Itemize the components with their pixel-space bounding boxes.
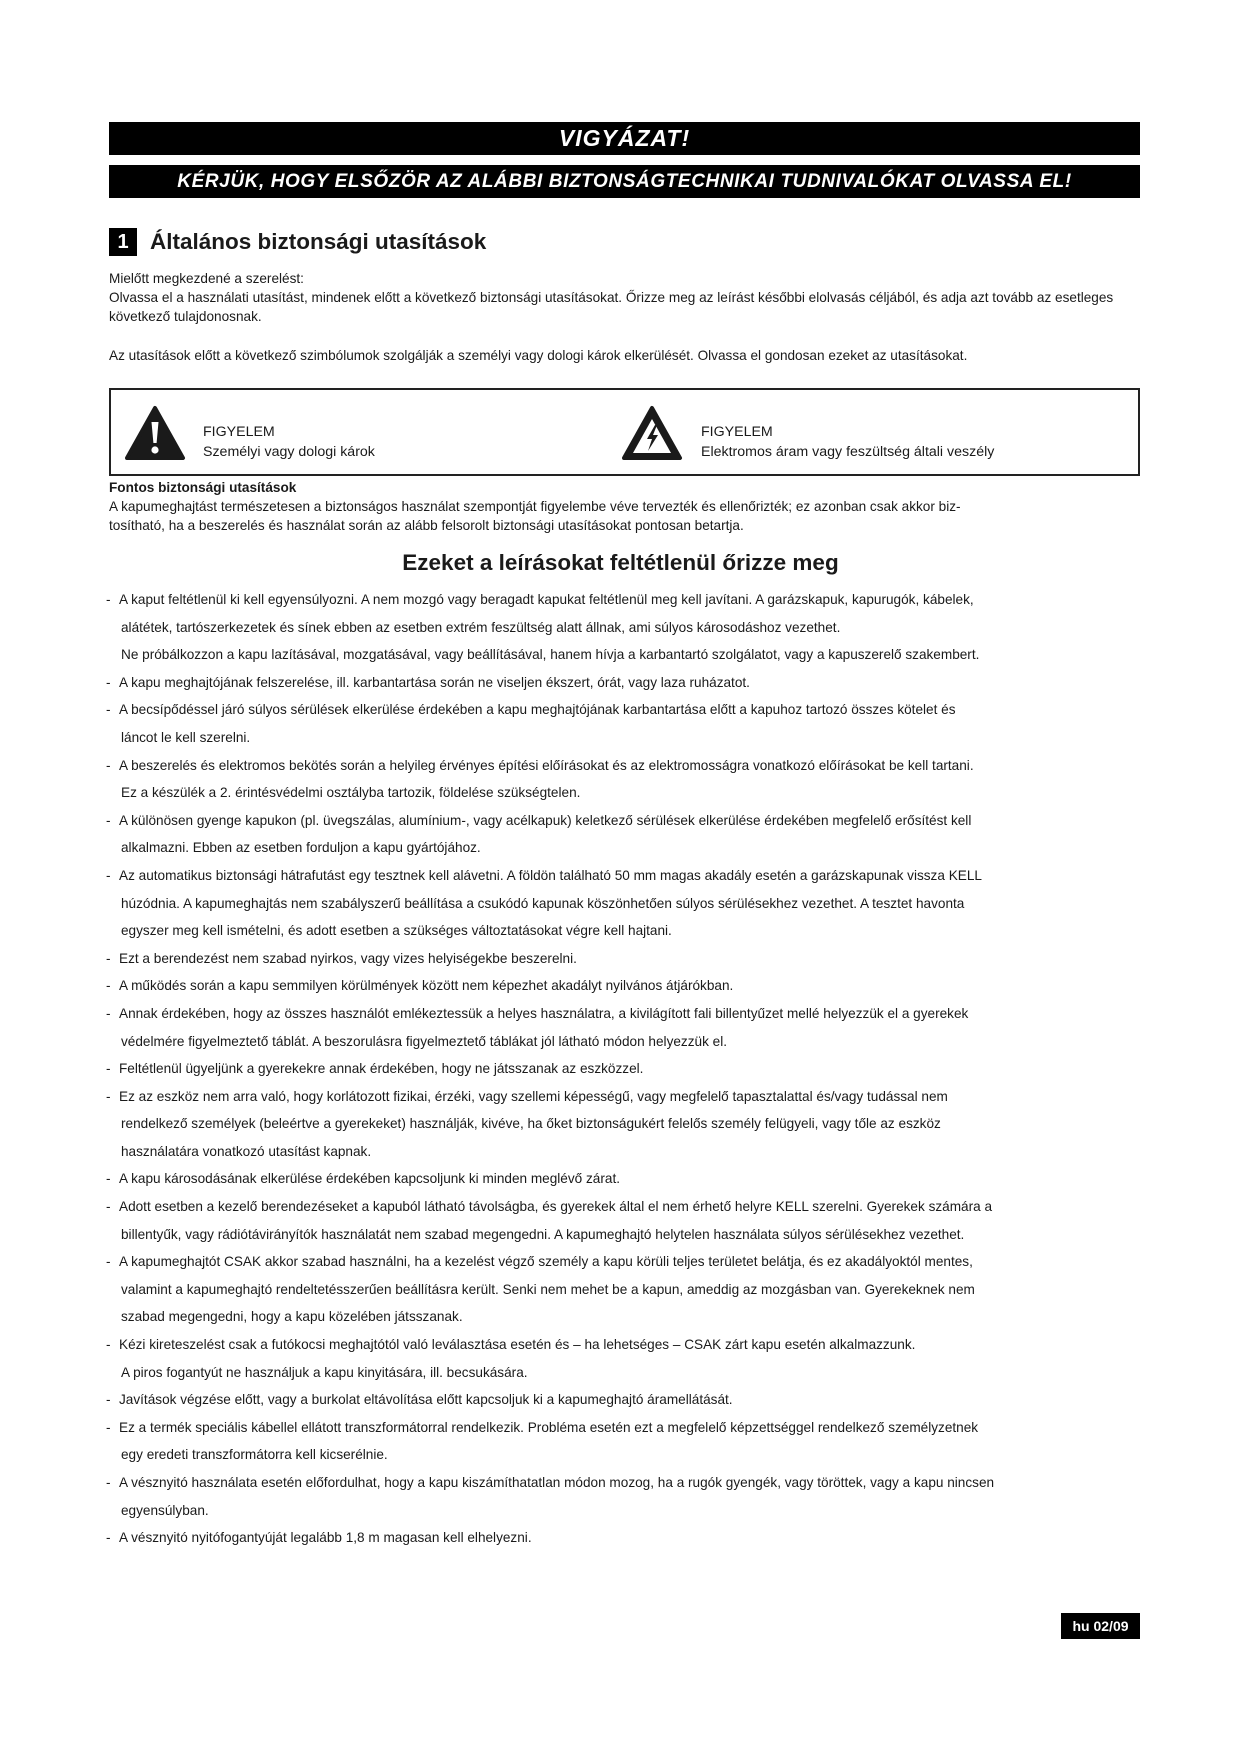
- list-item-line: - Adott esetben a kezelő berendezéseket a kapuból látható távolságba, és gyerekek által el nem érhető helyre KELL szerelni. Gyerekek számára a: [119, 1199, 993, 1215]
- keep-instructions-heading: Ezeket a leírásokat feltétlenül őrizze meg: [402, 550, 839, 575]
- list-item-line: láncot le kell szerelni.: [121, 729, 251, 745]
- list-item: [106, 669, 1146, 697]
- page-number: hu 02/09: [1061, 1613, 1140, 1639]
- list-item: [106, 1414, 1146, 1469]
- list-item-line: - A kaput feltétlenül ki kell egyensúlyozni. A nem mozgó vagy beragadt kapukat feltétlenül meg kell javítani. A garázskapuk, kapurugók, kábelek,: [119, 592, 974, 607]
- list-item-line: egy eredeti transzformátorra kell kicserélnie.: [121, 1447, 388, 1463]
- electric-hazard-icon: [621, 405, 683, 466]
- list-item-line: védelmére figyelmeztető táblát. A beszorulásra figyelmeztető táblákat jól látható módon helyezzük el.: [121, 1033, 728, 1049]
- list-item-line: - A különösen gyenge kapukon (pl. üvegszálas, alumínium-, vagy acélkapuk) keletkező sérülések elkerülése érdekében megfelelő erősítést kell: [119, 812, 972, 828]
- list-item-line: - A becsípődéssel járó súlyos sérülések elkerülése érdekében a kapu meghajtójának karbantartása előtt a kapuhoz tartozó összes kötelet és: [119, 702, 956, 718]
- symbol-title: FIGYELEM: [701, 424, 773, 440]
- list-item-line: valamint a kapumeghajtó rendeltetésszerűen beállításra került. Senki nem mehet be a kapun, ameddig az mozgásban van. Gyerekeknek nem: [121, 1281, 975, 1297]
- section-heading: [109, 228, 486, 256]
- warning-title-banner: VIGYÁZAT!: [109, 122, 1140, 155]
- list-item: [106, 972, 1146, 1000]
- safety-rules-list: [106, 586, 1146, 1552]
- list-item: [106, 807, 1146, 862]
- list-item-line: egyensúlyban.: [121, 1502, 209, 1518]
- important-line: tosítható, ha a beszerelés és használat során az alább felsorolt biztonsági utasításokat pontosan betartja.: [109, 518, 744, 533]
- list-item-line: Ne próbálkozzon a kapu lazításával, mozgatásával, vagy beállításával, hanem hívja a karbantartó szolgálatot, vagy a kapuszerelő szakembert.: [121, 647, 980, 663]
- important-title: Fontos biztonsági utasítások: [109, 480, 297, 495]
- list-item-line: billentyűk, vagy rádiótávirányítók használatát nem szabad megengedni. A kapumeghajtó helytelen használata súlyos sérülésekhez vezethet.: [121, 1226, 965, 1242]
- warning-exclamation-icon: [124, 405, 186, 466]
- list-item-line: használatára vonatkozó utasítást kapnak.: [121, 1143, 372, 1159]
- list-item-line: - Kézi kireteszelést csak a futókocsi meghajtótól való leválasztása esetén és – ha lehetséges – CSAK zárt kapu esetén alkalmazzunk.: [119, 1337, 916, 1353]
- list-item: [106, 1000, 1146, 1055]
- symbol-description: Elektromos áram vagy feszültség általi veszély: [701, 444, 995, 460]
- list-item-line: - Ez az eszköz nem arra való, hogy korlátozott fizikai, érzéki, vagy szellemi képességű, vagy megfelelő tapasztalattal és/vagy tudással nem: [119, 1088, 948, 1104]
- warning-subtitle-banner: KÉRJÜK, HOGY ELSŐZÖR AZ ALÁBBI BIZTONSÁGTECHNIKAI TUDNIVALÓKAT OLVASSA EL!: [109, 165, 1140, 198]
- list-item-line: - A vésznyitó nyitófogantyúját legalább 1,8 m magasan kell elhelyezni.: [119, 1530, 532, 1546]
- list-item: [106, 1193, 1146, 1248]
- list-item: [106, 1248, 1146, 1331]
- list-item-line: - A kapu meghajtójának felszerelése, ill. karbantartása során ne viseljen ékszert, órát, vagy laza ruházatot.: [119, 674, 750, 690]
- list-item-line: - A vésznyitó használata esetén előfordulhat, hogy a kapu kiszámíthatatlan módon mozog, ha a rugók gyengék, vagy töröttek, vagy a kapu nincsen: [119, 1475, 995, 1490]
- list-item: [106, 1055, 1146, 1083]
- list-item-line: - Az automatikus biztonsági hátrafutást egy tesztnek kell alávetni. A földön található 50 mm magas akadály esetén a garázskapunak vissza KELL: [119, 867, 982, 883]
- list-item: [106, 1165, 1146, 1193]
- list-item: [106, 945, 1146, 973]
- list-item: [106, 586, 1146, 669]
- list-item-line: - Feltétlenül ügyeljünk a gyerekekre annak érdekében, hogy ne játsszanak az eszközzel.: [119, 1061, 644, 1077]
- list-item-line: A piros fogantyút ne használjuk a kapu kinyitására, ill. becsukására.: [121, 1364, 528, 1380]
- list-item: [106, 1469, 1146, 1524]
- warning-symbols-box: [109, 388, 1140, 476]
- intro-line: Mielőtt megkezdené a szerelést:: [109, 271, 304, 286]
- list-item: [106, 1083, 1146, 1166]
- list-item: [106, 752, 1146, 807]
- important-line: A kapumeghajtást természetesen a biztonságos használat szempontját figyelembe véve tervezték és ellenőrizték; ez azonban csak akkor biz-: [109, 499, 961, 514]
- list-item: [106, 1524, 1146, 1552]
- section-number: 1: [109, 228, 137, 256]
- list-item-line: - Ezt a berendezést nem szabad nyirkos, vagy vizes helyiségekbe beszerelni.: [119, 950, 577, 966]
- list-item: [106, 1331, 1146, 1386]
- list-item-line: - Ez a termék speciális kábellel ellátott transzformátorral rendelkezik. Probléma esetén ezt a megfelelő képzettséggel rendelkező személyzetnek: [119, 1419, 979, 1435]
- list-item-line: - Javítások végzése előtt, vagy a burkolat eltávolítása előtt kapcsoljuk ki a kapumeghajtó áramellátását.: [119, 1392, 733, 1408]
- list-item: [106, 862, 1146, 945]
- symbol-title: FIGYELEM: [203, 424, 275, 440]
- list-item-line: - A működés során a kapu semmilyen körülmények között nem képezhet akadályt nyilvános átjárókban.: [119, 978, 734, 994]
- list-item-line: rendelkező személyek (beleértve a gyerekeket) használják, kivéve, ha őket biztonságukért felelős személy felügyeli, vagy tőle az eszköz: [121, 1116, 941, 1132]
- intro-paragraph: Olvassa el a használati utasítást, mindenek előtt a következő biztonsági utasításokat. Őrizze meg az leírást későbbi elolvasás céljából, és adja azt tovább az esetleges következő tulajdonosnak.: [109, 290, 1114, 324]
- list-item-line: szabad megengedni, hogy a kapu közelében játsszanak.: [121, 1309, 463, 1325]
- section-title: Általános biztonsági utasítások: [150, 229, 487, 254]
- list-item-line: alátétek, tartószerkezetek és sínek ebben az esetben extrém feszültség alatt állnak, ami súlyos károsodáshoz vezethet.: [121, 619, 841, 635]
- symbol-description: Személyi vagy dologi károk: [203, 444, 375, 460]
- list-item-line: - A kapumeghajtót CSAK akkor szabad használni, ha a kezelést végző személy a kapu körüli teljes területet belátja, és ez akadályoktól mentes,: [119, 1254, 973, 1270]
- list-item: [106, 696, 1146, 751]
- list-item-line: - A beszerelés és elektromos bekötés során a helyileg érvényes építési előírásokat és az elektromosságra vonatkozó előírásokat be kell tartani.: [119, 757, 974, 773]
- symbols-intro-paragraph: Az utasítások előtt a következő szimbólumok szolgálják a személyi vagy dologi károk elkerülését. Olvassa el gondosan ezeket az utasításokat.: [109, 348, 968, 363]
- list-item-line: húzódnia. A kapumeghajtás nem szabályszerű beállítása a csukódó kapunak köszönhetően súlyos sérülésekhez vezethet. A tesztet havonta: [121, 895, 965, 911]
- list-item: [106, 1386, 1146, 1414]
- list-item-line: - Annak érdekében, hogy az összes használót emlékeztessük a helyes használatra, a kivilágított fali billentyűzet mellé helyezzük el a gyerekek: [119, 1005, 969, 1021]
- list-item-line: - A kapu károsodásának elkerülése érdekében kapcsoljunk ki minden meglévő zárat.: [119, 1171, 620, 1187]
- list-item-line: alkalmazni. Ebben az esetben forduljon a kapu gyártójához.: [121, 840, 481, 856]
- list-item-line: egyszer meg kell ismételni, és adott esetben a szükséges változtatásokat végre kell hajtani.: [121, 923, 672, 939]
- list-item-line: Ez a készülék a 2. érintésvédelmi osztályba tartozik, földelése szükségtelen.: [121, 785, 581, 801]
